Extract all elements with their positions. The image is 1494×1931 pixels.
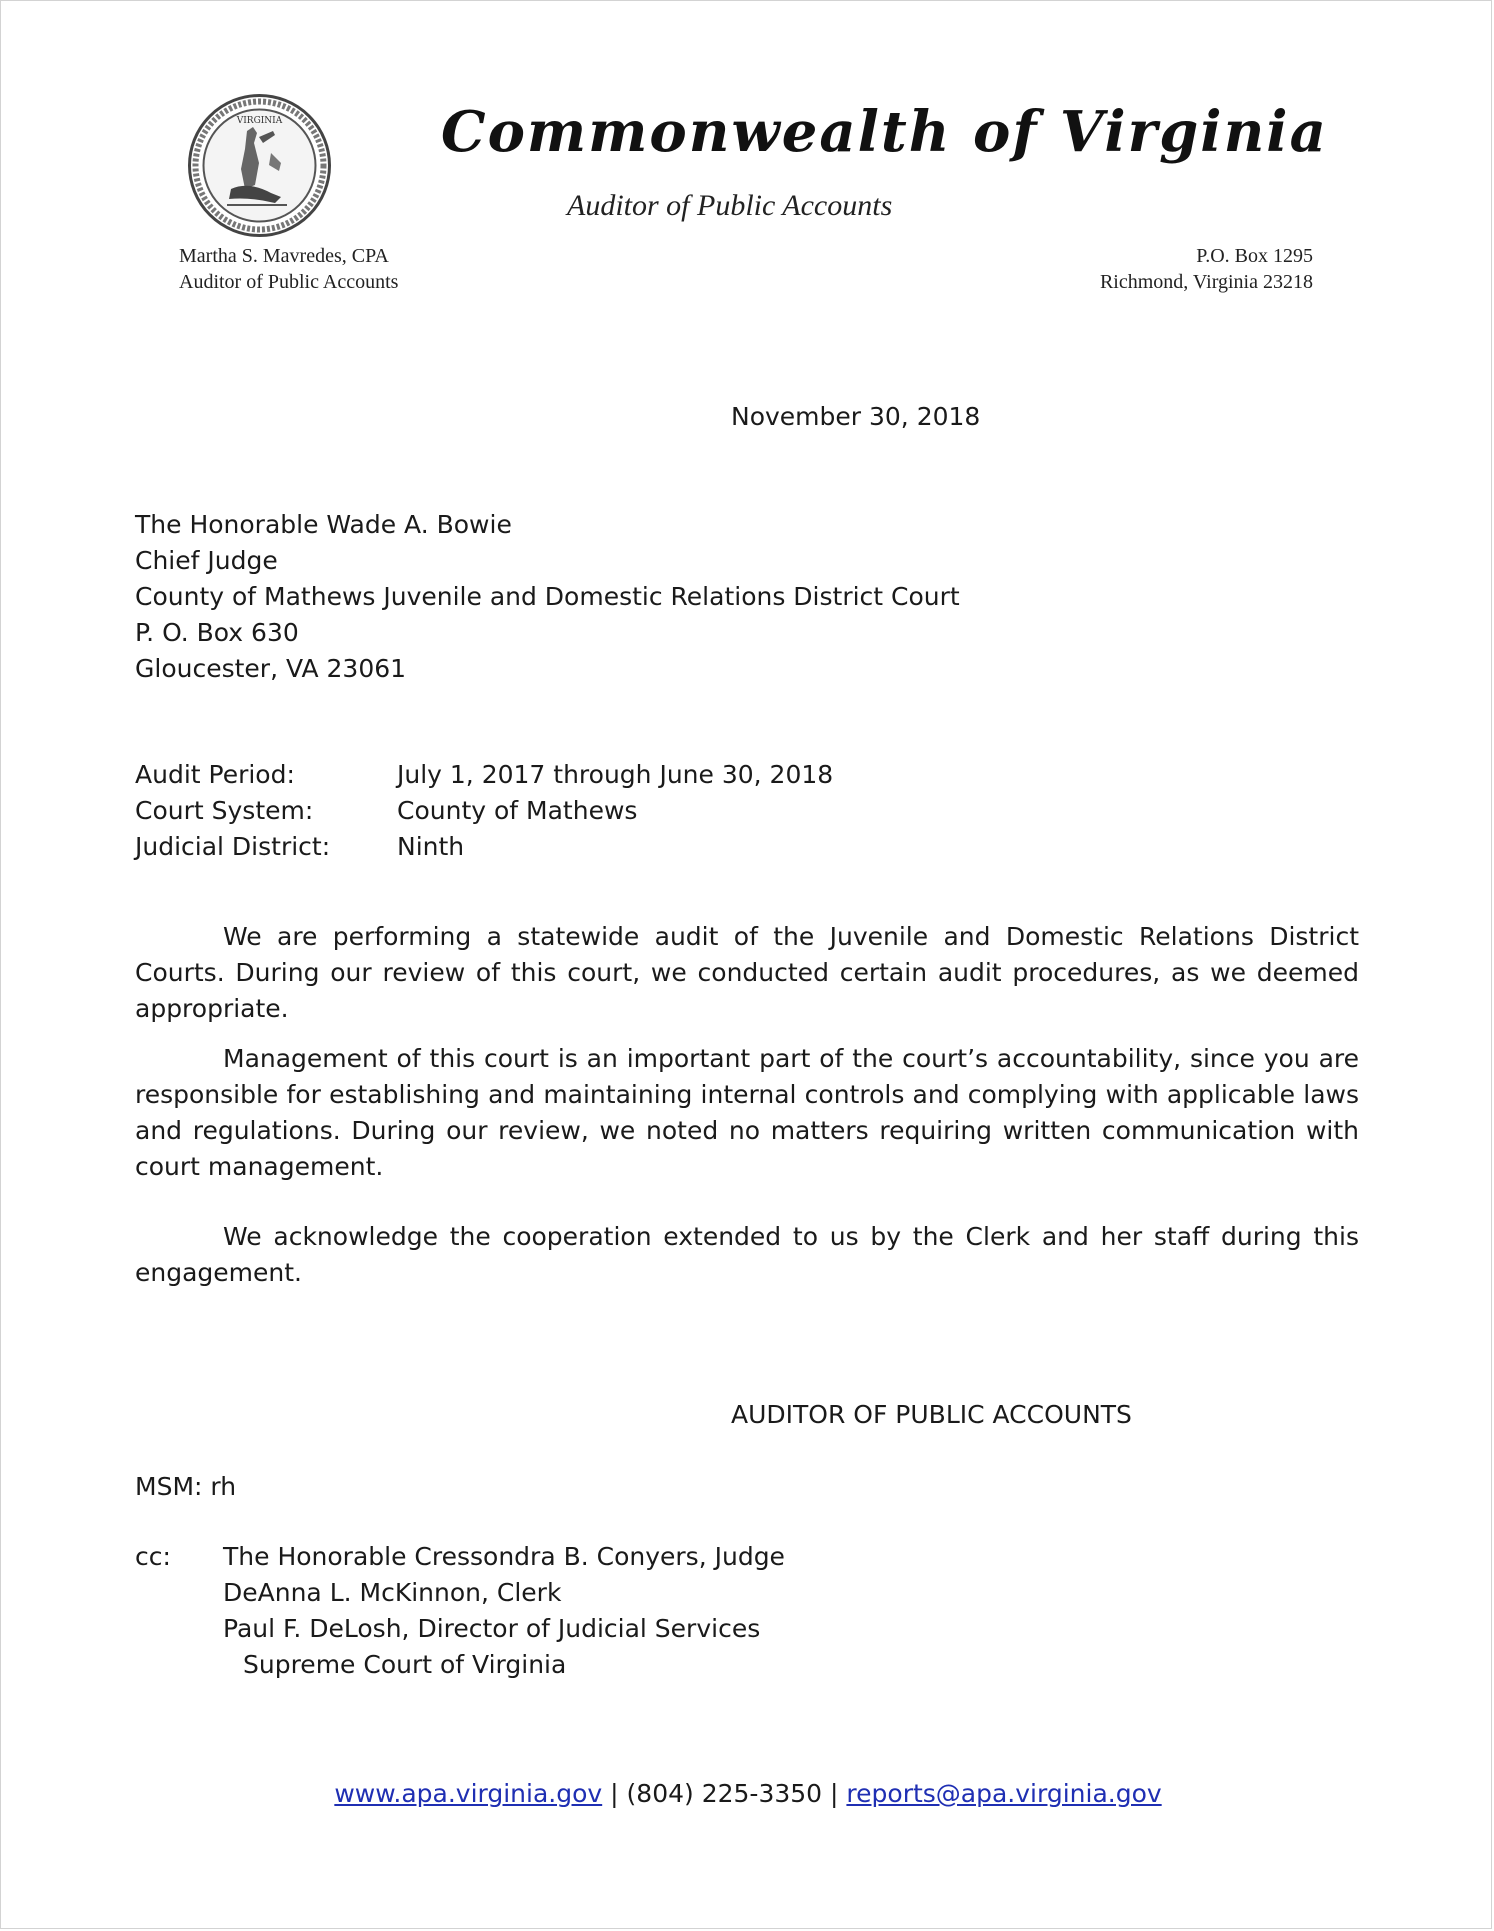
signature-block: AUDITOR OF PUBLIC ACCOUNTS [731, 1400, 1132, 1429]
office-city: Richmond, Virginia 23218 [1099, 271, 1313, 293]
letterhead-title: Commonwealth of Virginia [441, 99, 1328, 165]
cc-recipient: Paul F. DeLosh, Director of Judicial Services [223, 1614, 761, 1643]
auditor-name-block [179, 243, 398, 295]
cc-list [223, 1539, 785, 1683]
auditor-name: Martha S. Mavredes, CPA [179, 245, 389, 267]
typist-initials: MSM: rh [135, 1472, 237, 1501]
body-paragraph: Management of this court is an important part of the court’s accountability, since you are responsible for establishing and maintaining internal controls and complying with applicable laws and regulations. During our review, we noted no matters requiring written communication with court management. [135, 1044, 1359, 1181]
addressee-line: P. O. Box 630 [135, 618, 299, 647]
website-link[interactable]: www.apa.virginia.gov [334, 1779, 603, 1808]
office-po-box: P.O. Box 1295 [1196, 245, 1313, 267]
body-paragraph: We acknowledge the cooperation extended to us by the Clerk and her staff during this engagement. [135, 1222, 1359, 1287]
cc-label: cc: [135, 1542, 171, 1571]
court-system-value: County of Mathews [397, 796, 638, 825]
court-system-label: Court System: [135, 796, 314, 825]
seal-text: VIRGINIA [236, 116, 283, 126]
judicial-district-row [135, 829, 1035, 865]
audit-period-label: Audit Period: [135, 760, 295, 789]
addressee-line: The Honorable Wade A. Bowie [135, 510, 512, 539]
addressee-line: Chief Judge [135, 546, 278, 575]
letter-footer [1, 1779, 1494, 1808]
addressee-line: County of Mathews Juvenile and Domestic Relations District Court [135, 582, 960, 611]
letter-date: November 30, 2018 [731, 402, 981, 431]
audit-period-value: July 1, 2017 through June 30, 2018 [397, 760, 834, 789]
court-system-row [135, 793, 1035, 829]
auditor-title: Auditor of Public Accounts [179, 271, 399, 293]
letterhead-subtitle: Auditor of Public Accounts [567, 189, 893, 222]
footer-separator: | [610, 1779, 619, 1808]
cc-recipient: Supreme Court of Virginia [243, 1650, 567, 1679]
audit-period-row [135, 757, 1035, 793]
virginia-seal-icon [187, 93, 332, 238]
footer-separator: | [830, 1779, 839, 1808]
body-paragraph: We are performing a statewide audit of the Juvenile and Domestic Relations District Courts. During our review of this court, we conducted certain audit procedures, as we deemed appropriate. [135, 922, 1359, 1023]
cc-recipient: DeAnna L. McKinnon, Clerk [223, 1578, 562, 1607]
addressee-line: Gloucester, VA 23061 [135, 654, 407, 683]
addressee-block [135, 507, 960, 687]
judicial-district-value: Ninth [397, 832, 465, 861]
email-link[interactable]: reports@apa.virginia.gov [846, 1779, 1162, 1808]
cc-recipient: The Honorable Cressondra B. Conyers, Judge [223, 1542, 785, 1571]
judicial-district-label: Judicial District: [135, 832, 331, 861]
office-address-block [1100, 243, 1313, 295]
footer-phone: (804) 225-3350 [626, 1779, 823, 1808]
